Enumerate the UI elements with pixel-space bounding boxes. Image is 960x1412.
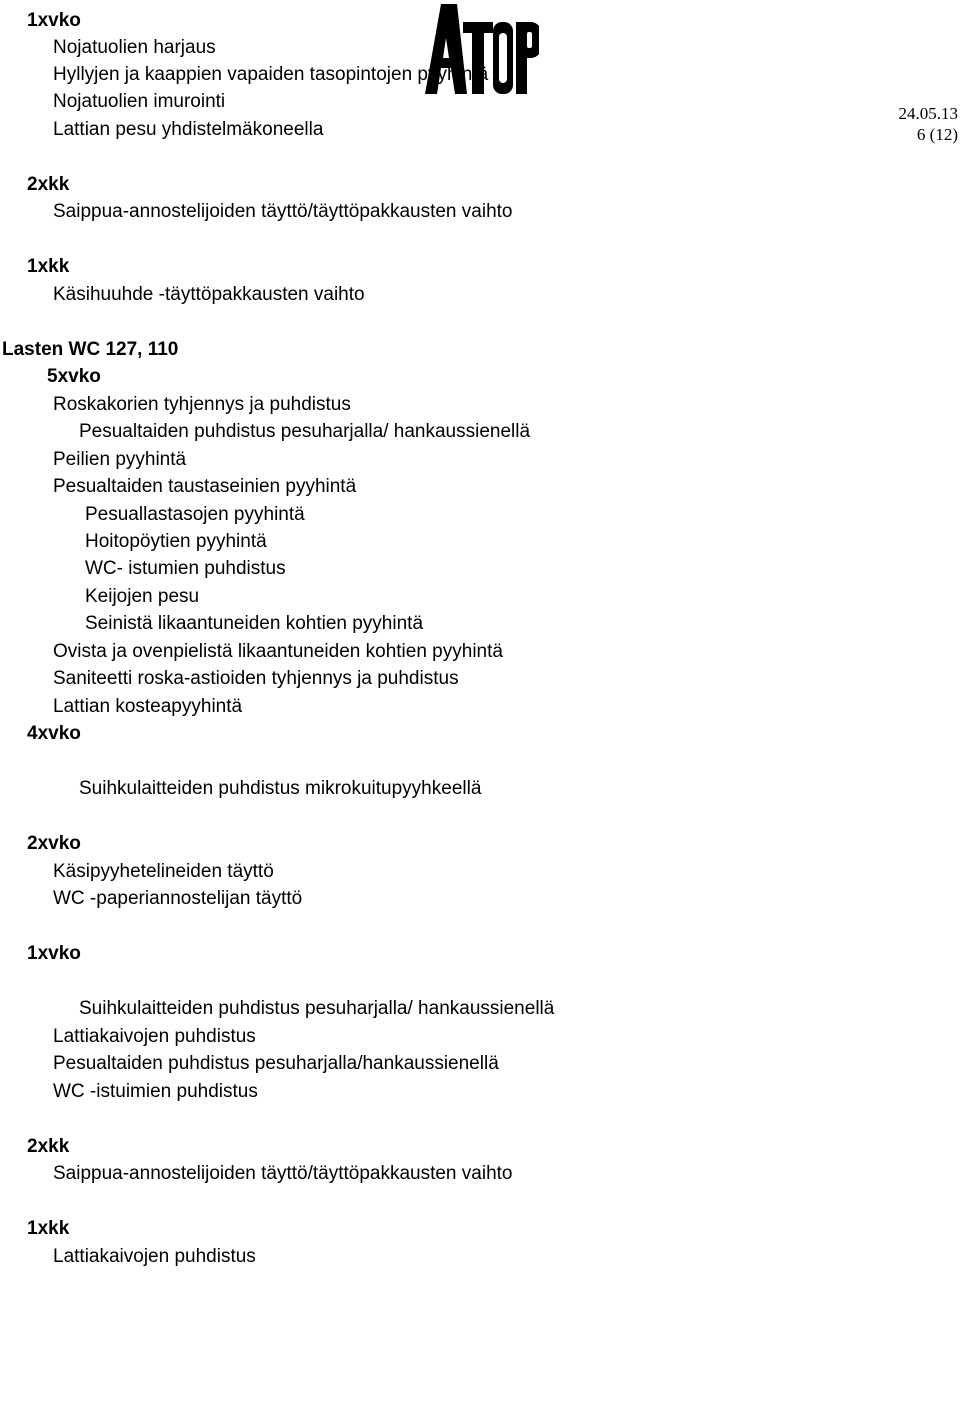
task-item: Hoitopöytien pyyhintä	[85, 531, 267, 552]
task-item: Käsihuuhde -täyttöpakkausten vaihto	[53, 284, 365, 305]
frequency-heading: 2xkk	[27, 174, 70, 195]
task-item: Hyllyjen ja kaappien vapaiden tasopintojen pyyhintä	[53, 64, 489, 85]
task-item: Nojatuolien harjaus	[53, 37, 216, 58]
task-item: Keijojen pesu	[85, 586, 200, 607]
frequency-heading: 5xvko	[47, 366, 101, 387]
frequency-heading: 1xvko	[27, 10, 81, 31]
task-item: WC -paperiannostelijan täyttö	[53, 888, 303, 909]
task-item: Roskakorien tyhjennys ja puhdistus	[53, 394, 351, 415]
frequency-heading: 1xkk	[27, 256, 70, 277]
frequency-heading: 2xvko	[27, 833, 81, 854]
task-item: Lattiakaivojen puhdistus	[53, 1246, 256, 1267]
task-item: Saippua-annostelijoiden täyttö/täyttöpakkausten vaihto	[53, 201, 513, 222]
task-item: Nojatuolien imurointi	[53, 91, 226, 112]
task-item: Lattian kosteapyyhintä	[53, 696, 243, 717]
task-item: Saippua-annostelijoiden täyttö/täyttöpakkausten vaihto	[53, 1163, 513, 1184]
task-item: Pesuallastasojen pyyhintä	[85, 504, 305, 525]
task-item: Peilien pyyhintä	[53, 449, 187, 470]
task-item: Seinistä likaantuneiden kohtien pyyhintä	[85, 613, 424, 634]
task-item: Pesualtaiden puhdistus pesuharjalla/hankaussienellä	[53, 1053, 499, 1074]
section-title: Lasten WC 127, 110	[2, 339, 179, 360]
frequency-heading: 4xvko	[27, 723, 81, 744]
page-number: 6 (12)	[916, 125, 958, 144]
task-item: Lattiakaivojen puhdistus	[53, 1026, 256, 1047]
task-item: Käsipyyhetelineiden täyttö	[53, 861, 274, 882]
task-item: Suihkulaitteiden puhdistus mikrokuitupyyhkeellä	[79, 778, 482, 799]
task-item: Suihkulaitteiden puhdistus pesuharjalla/ hankaussienellä	[79, 998, 555, 1019]
frequency-heading: 2xkk	[27, 1136, 70, 1157]
task-item: Lattian pesu yhdistelmäkoneella	[53, 119, 324, 140]
task-item: Pesualtaiden taustaseinien pyyhintä	[53, 476, 357, 497]
frequency-heading: 1xkk	[27, 1218, 70, 1239]
task-item: WC -istuimien puhdistus	[53, 1081, 258, 1102]
document-date: 24.05.13	[898, 104, 958, 123]
task-item: Pesualtaiden puhdistus pesuharjalla/ hankaussienellä	[79, 421, 531, 442]
frequency-heading: 1xvko	[27, 943, 81, 964]
task-item: WC- istumien puhdistus	[85, 558, 286, 579]
task-item: Saniteetti roska-astioiden tyhjennys ja puhdistus	[53, 668, 459, 689]
task-item: Ovista ja ovenpielistä likaantuneiden kohtien pyyhintä	[53, 641, 503, 662]
